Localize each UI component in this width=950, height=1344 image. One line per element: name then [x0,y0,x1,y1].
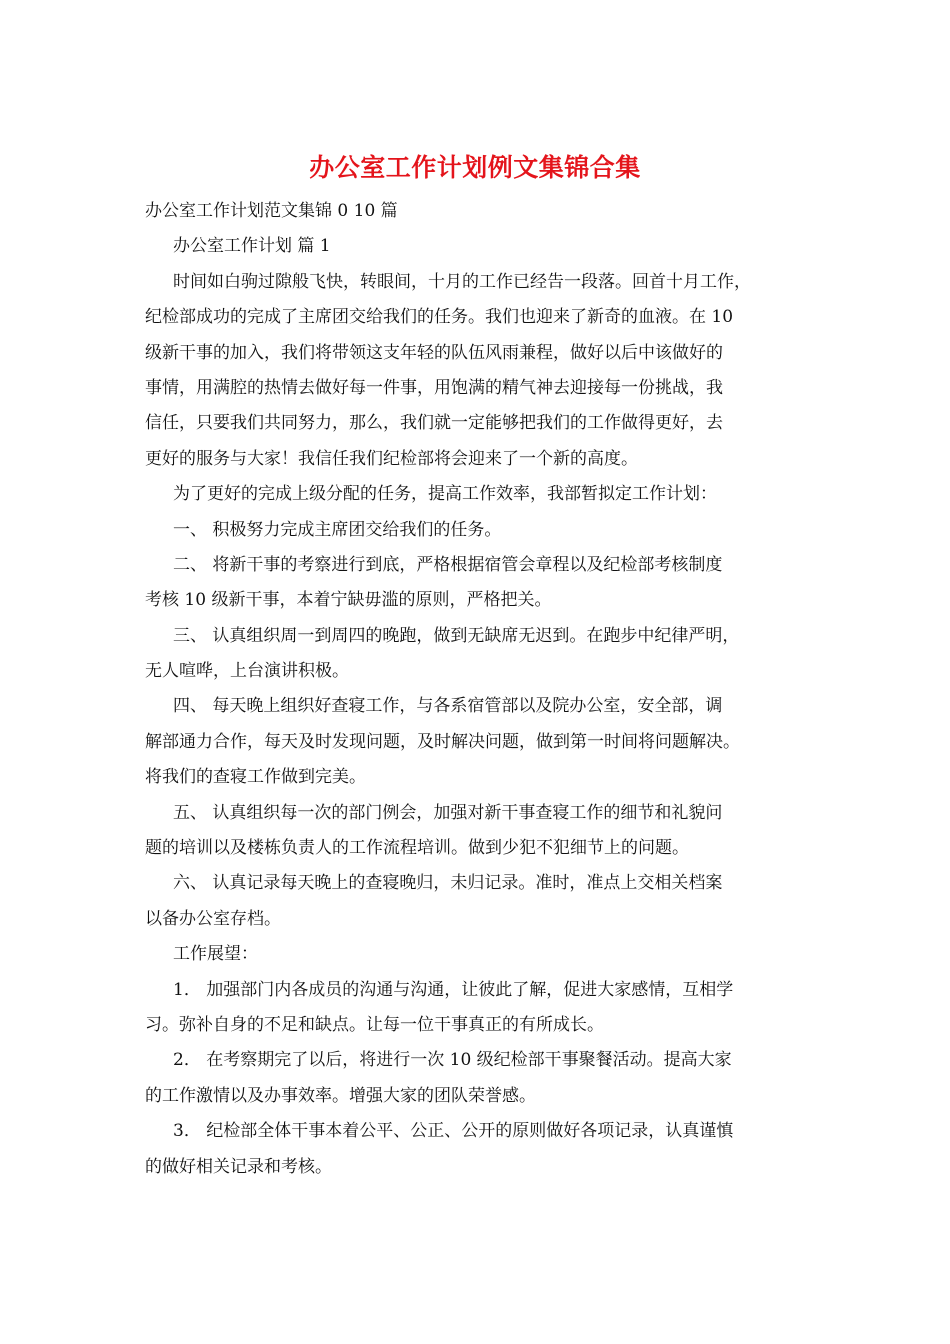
list-item-continued: 以备办公室存档。 [145,908,281,929]
list-item-continued: 习。弥补自身的不足和缺点。让每一位干事真正的有所成长。 [145,1014,604,1035]
document-title: 办公室工作计划例文集锦合集 [309,153,641,182]
list-item-continued: 的做好相关记录和考核。 [145,1156,332,1177]
document-body [145,194,809,1185]
paragraph-line: 更好的服务与大家！我信任我们纪检部将会迎来了一个新的高度。 [145,448,638,469]
paragraph-line: 事情，用满腔的热情去做好每一件事，用饱满的精气神去迎接每一份挑战，我 [145,377,723,398]
subtitle-line: 办公室工作计划范文集锦 0 10 篇 [145,201,398,221]
list-item: 一、 积极努力完成主席团交给我们的任务。 [173,519,502,540]
paragraph-line: 纪检部成功的完成了主席团交给我们的任务。我们也迎来了新奇的血液。在 10 [145,307,734,328]
section-heading: 办公室工作计划 篇 1 [173,236,331,257]
list-item: 二、 将新干事的考察进行到底，严格根据宿管会章程以及纪检部考核制度 [173,554,723,575]
list-item: 五、 认真组织每一次的部门例会，加强对新干事查寝工作的细节和礼貌问 [173,802,723,823]
list-item-continued: 题的培训以及楼栋负责人的工作流程培训。做到少犯不犯细节上的问题。 [145,838,689,859]
list-item-continued: 将我们的查寝工作做到完美。 [145,767,366,788]
list-item: 四、 每天晚上组织好查寝工作，与各系宿管部以及院办公室，安全部，调 [173,696,723,717]
paragraph-line: 为了更好的完成上级分配的任务，提高工作效率，我部暂拟定工作计划： [173,484,717,505]
list-item: 2． 在考察期完了以后，将进行一次 10 级纪检部干事聚餐活动。提高大家 [173,1050,732,1071]
list-item-continued: 无人喧哗，上台演讲积极。 [145,661,349,682]
list-item: 三、 认真组织周一到周四的晚跑，做到无缺席无迟到。在跑步中纪律严明， [173,625,740,646]
list-item-continued: 的工作激情以及办事效率。增强大家的团队荣誉感。 [145,1085,536,1106]
paragraph-line: 时间如白驹过隙般飞快，转眼间，十月的工作已经告一段落。回首十月工作， [173,271,751,292]
paragraph-line: 信任，只要我们共同努力，那么，我们就一定能够把我们的工作做得更好，去 [145,413,723,434]
list-item: 3． 纪检部全体干事本着公平、公正、公开的原则做好各项记录，认真谨慎 [173,1121,734,1142]
list-item: 六、 认真记录每天晚上的查寝晚归，未归记录。准时，准点上交相关档案 [173,873,723,894]
paragraph-line: 级新干事的加入，我们将带领这支年轻的队伍风雨兼程，做好以后中该做好的 [145,342,723,363]
section-heading: 工作展望： [173,944,258,965]
list-item-continued: 考核 10 级新干事，本着宁缺毋滥的原则，严格把关。 [145,590,552,611]
list-item-continued: 解部通力合作，每天及时发现问题，及时解决问题，做到第一时间将问题解决。 [145,731,740,752]
list-item: 1． 加强部门内各成员的沟通与沟通，让彼此了解，促进大家感情，互相学 [173,979,734,1000]
